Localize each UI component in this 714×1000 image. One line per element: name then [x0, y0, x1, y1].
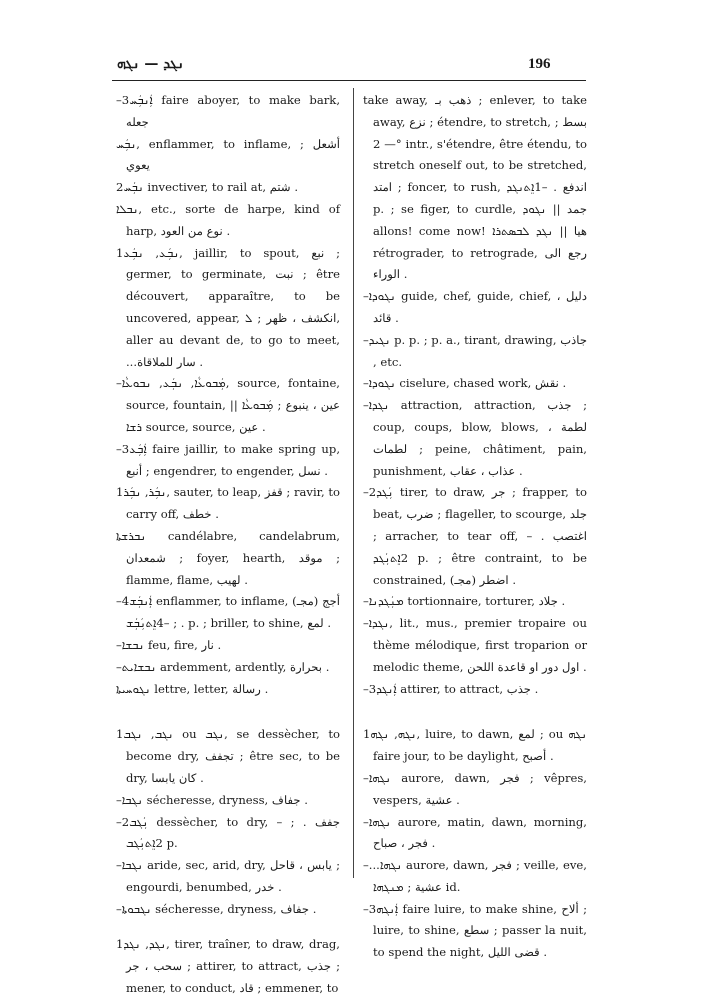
entry: –ܡܲܒܘܥܵܐ, ܢܒܲܥ, ܢܒܘܥܵܐ, source, fontaine, source, fountain, عين ، ينبوع ; ܡܲܒܘܥܵܐ || ܪܫܐ source, source, عين .: [116, 376, 340, 434]
entry: –2ܢܲܓܕ tirer, to draw, جر ; frapper, to beat, ضرب ; flageller, to scourge, جلد ; arracher, to tear off, اغتصب . –2ܐܸܬܢܲܓܕ p. ; être contraint, to be constrained, اضطر (مجـ) .: [363, 485, 587, 587]
page-number: 196: [528, 56, 551, 72]
entry: –ܢܓܘܕܐ ciselure, chased work, نقش .: [363, 376, 567, 391]
entry: –3ܐܲܢܓܗ faire luire, to make shine, ألاح ; luire, to shine, سطع ; passer la nuit, to spend the night, قضى الليل .: [363, 901, 588, 960]
right-column: [363, 90, 587, 964]
entry: ܢܒܲܚ, enflammer, to inflame, أشعل ; يعوي: [116, 136, 341, 173]
entry: 1ܢܒܲܪ, ܢܒܲܪ, sauter, to leap, قفز ; ravir, to carry off, خطف .: [116, 485, 340, 522]
entry: –ܢܒܫܐܝܬ ardemment, ardently, بحرارة .: [116, 659, 330, 674]
entry: –ܢܓܕܐ, lit., mus., premier tropaire ou thème mélodique, first troparion or melodic theme, اول دور او قاعدة اللحن .: [363, 616, 587, 674]
entry: 2ܢܒܲܚ invectiver, to rail at, شتم .: [116, 180, 299, 195]
entry: 1ܢܒܲܥ, ܢܒܲܥ, jaillir, to spout, نبع ; germer, to germinate, نبت ; être découvert, apparaître, to be uncovered, appear, انكشف ، ظهر ; ܠ, aller au devant de, to go to meet, ...سار للملاقاة .: [116, 245, 340, 369]
column-divider: [353, 88, 354, 878]
entry: –ܢܓܝܕ p. p. ; p. a., tirant, drawing, جاذب , etc.: [363, 332, 587, 369]
entry: –ܢܓܘܕܐ guide, chef, guide, chief, دليل ، قائد .: [363, 289, 587, 325]
entry: –4ܐܲܢܒܲܫ enflammer, to inflame, (مجـ) أجج . ; –4ܐܸܬܢܲܒܲܫ p. ; briller, to shine, لمع .: [116, 594, 340, 631]
entry: –ܡܢܲܓܕܢܐ tortionnaire, torturer, جلاد .: [363, 594, 566, 609]
entry: –3ܐܲܢܓܕ attirer, to attract, جذب .: [363, 681, 539, 696]
section-gap: [116, 700, 340, 724]
entry: ܢܒܪܫܬܐ candélabre, candelabrum, شمعدان ; foyer, hearth, موقد ; flamme, flame, لهيب .: [116, 528, 340, 587]
entry: –ܢܓܗܐ aurore, dawn, فجر ; vêpres, vespers, عشية .: [363, 770, 587, 807]
entry: –...ܢܓܗܐ aurore, dawn, فجر ; veille, eve, عشية ; ܡܢܓܗܐ id.: [363, 858, 587, 894]
entry: 1ܢܓܕ, ܢܓܕ, tirer, traîner, to draw, drag, سحب ، جر ; attirer, to attract, جذب ; mener, to conduct, قاد ; emmener, to: [116, 937, 341, 996]
entry: –ܢܓܒܘܬܐ sécheresse, dryness, جفاف .: [116, 901, 317, 916]
running-head: ܢܓܕ — ܢܓܗ: [117, 56, 184, 72]
entry: –ܢܒܫܐ feu, fire, نار .: [116, 637, 222, 652]
entry: 1ܢܓܒ, ܢܓܒ ou ܢܓܒ, se dessècher, to become dry, تجفف ; être sec, to be dry, كان يابسا .: [116, 727, 341, 785]
entry: –2ܢܲܓܒ dessècher, to dry, جفف . ; –2ܐܸܬܢܲܓܒ p.: [116, 814, 340, 851]
entry: –ܢܓܗܐ aurore, matin, dawn, morning, فجر ، صباح .: [363, 814, 587, 851]
left-column: [116, 90, 340, 1000]
entry: take away, ذهب بـ ; enlever, to take away, نزع ; étendre, to stretch, بسط ; — 2° intr., s'étendre, être étendu, to stretch oneself out, to be stretched, امتد ; foncer, to rush, اندفع . –1ܐܸܬܢܓܕ p. ; se figer, to curdle, جمد || ܢܓܘܕ allons! come now! هيا || ܢܓܕ ܠܒܣܬܪܐ rétrograder, to retrograde, رجع الى الوراء .: [363, 93, 588, 282]
section-gap: [116, 920, 340, 934]
entry: –ܢܓܕܐ attraction, attraction, جذب ; coup, coups, blow, blows, لطمة ، لطمات ; peine, châtiment, pain, punishment, عذاب ، عقاب .: [363, 398, 587, 478]
header-rule: [112, 80, 586, 81]
entry: –ܢܓܒܐ aride, sec, arid, dry, يابس ، قاحل ; engourdi, benumbed, خدر .: [116, 858, 340, 894]
entry: –3ܐܲܢܒܲܚ faire aboyer, to make bark, جعله: [116, 93, 340, 129]
entry: –3ܐܲܒܲܥ faire jaillir, to make spring up, أنبع ; engendrer, to engender, نسل .: [116, 441, 340, 478]
section-gap: [363, 700, 587, 724]
entry: ܢܒܠܐ, etc., sorte de harpe, kind of harp, نوع من العود .: [116, 201, 340, 238]
entry: 1ܢܓܗ, ܢܓܗ, luire, to dawn, لمع ; ou ܢܓܗ faire jour, to be daylight, أصبح .: [363, 727, 587, 764]
entry: –ܢܓܒܐ sécheresse, dryness, جفاف .: [116, 792, 308, 807]
entry: ܢܓܘܚܝܬܐ lettre, letter, رسالة .: [116, 681, 269, 696]
